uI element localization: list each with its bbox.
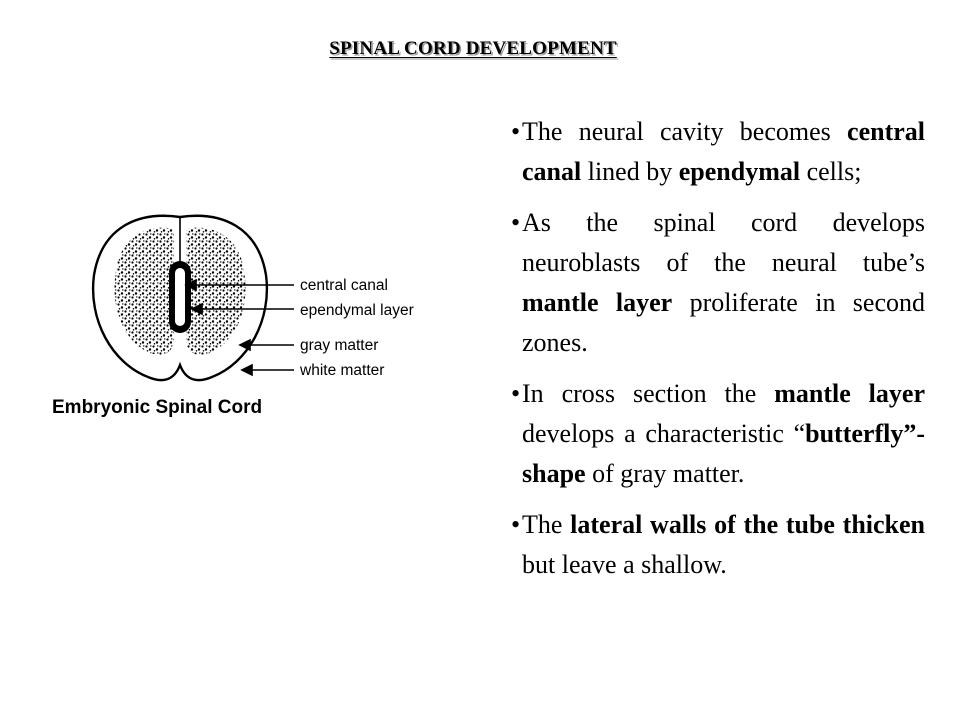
bullet-marker: • (511, 379, 521, 408)
bullet-item (511, 374, 925, 494)
bullet-marker: • (511, 117, 521, 146)
bullet-item (511, 112, 925, 192)
bullet-text: cells; (800, 157, 862, 186)
label-gray-matter: gray matter (300, 337, 379, 354)
bullet-text: lined by (581, 157, 679, 186)
bullet-list (511, 112, 925, 596)
page-title: SPINAL CORD DEVELOPMENT (329, 38, 617, 59)
bullet-bold-text: central canal (522, 117, 925, 186)
spinal-cord-diagram (40, 205, 480, 435)
bullet-bold-text: butterfly”-shape (522, 419, 925, 488)
bullet-item (511, 203, 925, 363)
bullet-text: In cross section the (522, 379, 775, 408)
bullet-bold-text: mantle layer (522, 288, 673, 317)
label-ependymal-layer: ependymal layer (300, 302, 414, 319)
bullet-bold-text: lateral walls of the tube thicken (570, 510, 925, 539)
bullet-text: As the spinal cord develops neuroblasts of the neural tube’s (522, 208, 925, 277)
bullet-marker: • (511, 208, 521, 237)
central-canal-shape (175, 268, 185, 326)
bullet-text: of gray matter. (585, 459, 745, 488)
bullet-text: develops a characteristic “ (522, 419, 806, 448)
label-white-matter: white matter (300, 362, 385, 379)
bullet-bold-text: ependymal (678, 157, 801, 186)
figure-caption: Embryonic Spinal Cord (52, 397, 263, 418)
bullet-item (511, 505, 925, 585)
label-central-canal: central canal (300, 277, 388, 294)
embryonic-spinal-cord-figure (40, 205, 480, 435)
bullet-text: but leave a shallow. (522, 550, 727, 579)
bullet-text: The neural cavity becomes (522, 117, 848, 146)
bullet-text: proliferate in second zones. (522, 288, 926, 357)
bullet-marker: • (511, 510, 521, 539)
bullet-text: The (522, 510, 571, 539)
bullet-bold-text: mantle layer (774, 379, 925, 408)
